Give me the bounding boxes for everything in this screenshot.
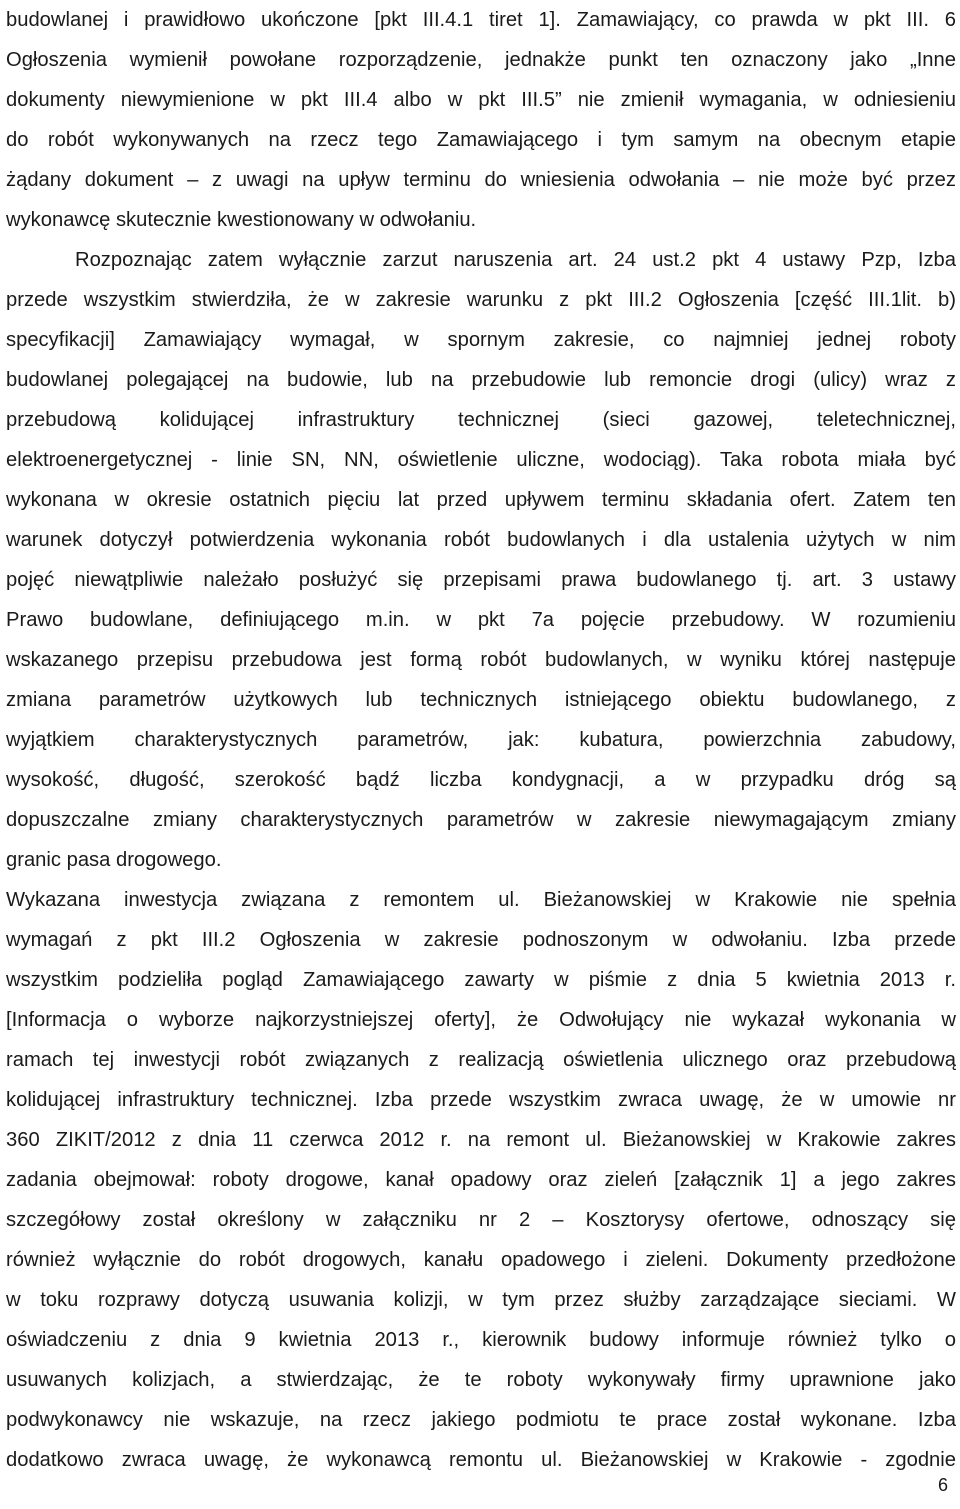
document-page <box>6 0 956 1509</box>
text-line: budowlanej i prawidłowo ukończone [pkt III.4.1 tiret 1]. Zamawiający, co prawda w pkt III. 6 <box>6 9 956 31</box>
text-line: wysokość, długość, szerokość bądź liczba kondygnacji, a w przypadku dróg są <box>6 769 956 791</box>
text-line: usuwanych kolizjach, a stwierdzając, że te roboty wykonywały firmy uprawnione jako <box>6 1369 956 1391</box>
text-line: ramach tej inwestycji robót związanych z realizacją oświetlenia ulicznego oraz przebudową <box>6 1049 956 1071</box>
text-line: elektroenergetycznej - linie SN, NN, oświetlenie uliczne, wodociąg). Taka robota miała być <box>6 449 956 471</box>
text-line: Rozpoznając zatem wyłącznie zarzut naruszenia art. 24 ust.2 pkt 4 ustawy Pzp, Izba <box>75 249 956 271</box>
text-line: oświadczeniu z dnia 9 kwietnia 2013 r., kierownik budowy informuje również tylko o <box>6 1329 956 1351</box>
text-line: specyfikacji] Zamawiający wymagał, w spornym zakresie, co najmniej jednej roboty <box>6 329 956 351</box>
text-line: do robót wykonywanych na rzecz tego Zamawiającego i tym samym na obecnym etapie <box>6 129 956 151</box>
text-line: wszystkim podzieliła pogląd Zamawiającego zawarty w piśmie z dnia 5 kwietnia 2013 r. <box>6 969 956 991</box>
text-line: żądany dokument – z uwagi na upływ terminu do wniesienia odwołania – nie może być przez <box>6 169 956 191</box>
text-line: w toku rozprawy dotyczą usuwania kolizji, w tym przez służby zarządzające sieciami. W <box>6 1289 956 1311</box>
text-line: wykonawcę skutecznie kwestionowany w odwołaniu. <box>6 209 477 231</box>
text-line: warunek dotyczył potwierdzenia wykonania robót budowlanych i dla ustalenia użytych w nim <box>6 529 956 551</box>
text-line: wymagań z pkt III.2 Ogłoszenia w zakresie podnoszonym w odwołaniu. Izba przede <box>6 929 956 951</box>
text-line: wskazanego przepisu przebudowa jest formą robót budowlanych, w wyniku której następuje <box>6 649 956 671</box>
text-line: 360 ZIKIT/2012 z dnia 11 czerwca 2012 r. na remont ul. Bieżanowskiej w Krakowie zakres <box>6 1129 956 1151</box>
page-number: 6 <box>937 1475 948 1495</box>
text-line: przede wszystkim stwierdziła, że w zakresie warunku z pkt III.2 Ogłoszenia [część III.1lit. b) <box>6 289 956 311</box>
text-line: kolidującej infrastruktury technicznej. Izba przede wszystkim zwraca uwagę, że w umowie nr <box>6 1089 956 1111</box>
text-line: podwykonawcy nie wskazuje, na rzecz jakiego podmiotu te prace został wykonane. Izba <box>6 1409 956 1431</box>
text-line: Ogłoszenia wymienił powołane rozporządzenie, jednakże punkt ten oznaczony jako „Inne <box>6 49 956 71</box>
text-line: przebudową kolidującej infrastruktury technicznej (sieci gazowej, teletechnicznej, <box>6 409 956 431</box>
text-line: również wyłącznie do robót drogowych, kanału opadowego i zieleni. Dokumenty przedłożone <box>6 1249 956 1271</box>
text-line: zmiana parametrów użytkowych lub technicznych istniejącego obiektu budowlanego, z <box>6 689 956 711</box>
text-line: Wykazana inwestycja związana z remontem ul. Bieżanowskiej w Krakowie nie spełnia <box>6 889 956 911</box>
text-line: dopuszczalne zmiany charakterystycznych parametrów w zakresie niewymagającym zmiany <box>6 809 956 831</box>
document-body <box>6 0 956 1480</box>
text-line: Prawo budowlane, definiującego m.in. w pkt 7a pojęcie przebudowy. W rozumieniu <box>6 609 956 631</box>
text-line: szczegółowy został określony w załączniku nr 2 – Kosztorysy ofertowe, odnoszący się <box>6 1209 956 1231</box>
text-line: budowlanej polegającej na budowie, lub na przebudowie lub remoncie drogi (ulicy) wraz z <box>6 369 956 391</box>
text-line: zadania obejmował: roboty drogowe, kanał opadowy oraz zieleń [załącznik 1] a jego zakres <box>6 1169 956 1191</box>
text-line: wyjątkiem charakterystycznych parametrów, jak: kubatura, powierzchnia zabudowy, <box>6 729 956 751</box>
text-line: granic pasa drogowego. <box>6 849 222 871</box>
text-line: pojęć niewątpliwie należało posłużyć się przepisami prawa budowlanego tj. art. 3 ustawy <box>6 569 956 591</box>
text-line: dokumenty niewymienione w pkt III.4 albo w pkt III.5” nie zmienił wymagania, w odniesieniu <box>6 89 956 111</box>
text-line: [Informacja o wyborze najkorzystniejszej oferty], że Odwołujący nie wykazał wykonania w <box>6 1009 956 1031</box>
text-line: dodatkowo zwraca uwagę, że wykonawcą remontu ul. Bieżanowskiej w Krakowie - zgodnie <box>6 1449 956 1471</box>
text-line: wykonana w okresie ostatnich pięciu lat przed upływem terminu składania ofert. Zatem ten <box>6 489 956 511</box>
